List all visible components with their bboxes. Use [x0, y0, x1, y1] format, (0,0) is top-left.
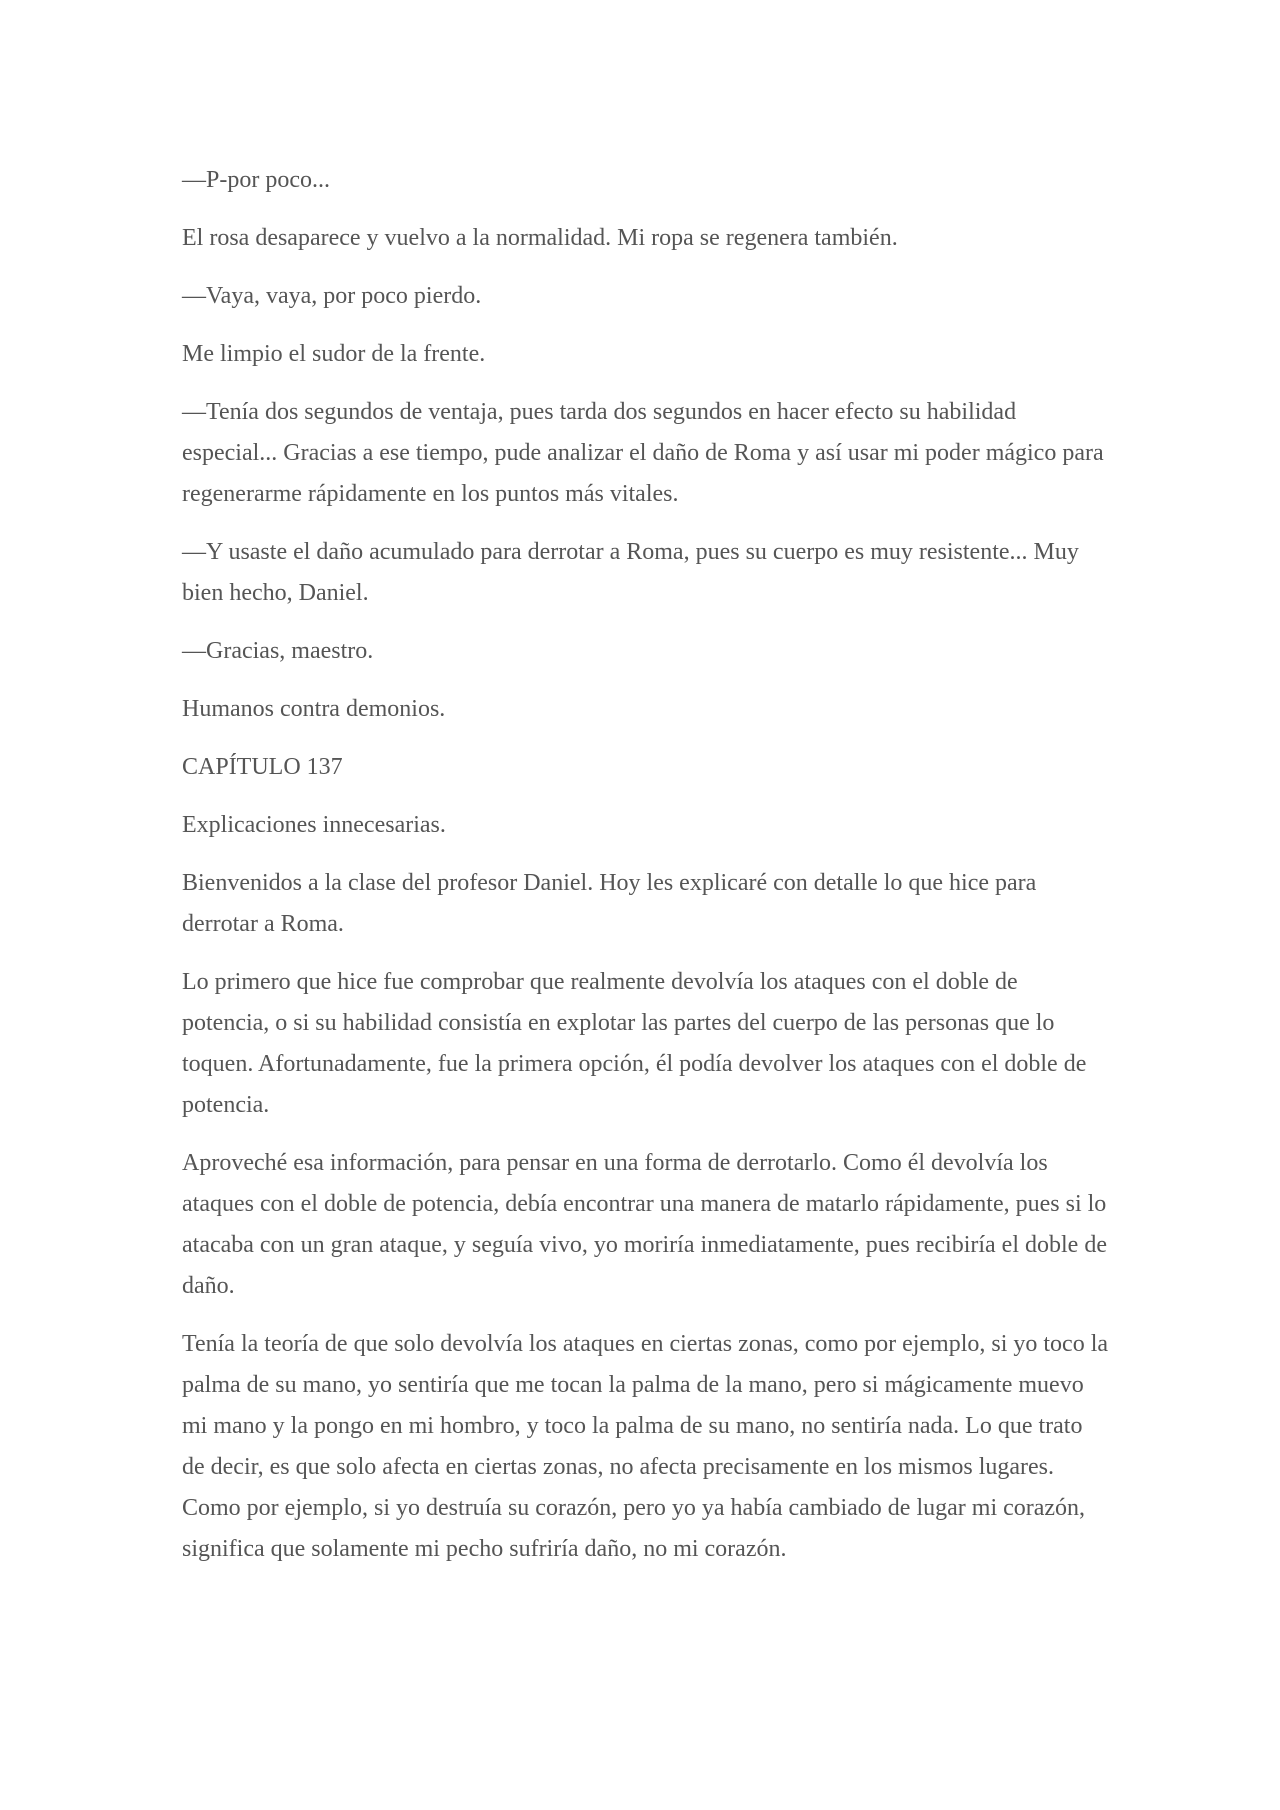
- paragraph-dialogue: —P-por poco...: [182, 167, 330, 193]
- chapter-subtitle: Explicaciones innecesarias.: [182, 812, 446, 838]
- paragraph-dialogue: —Y usaste el daño acumulado para derrotar a Roma, pues su cuerpo es muy resistente... Muy bien hecho, Daniel.: [182, 539, 1079, 606]
- paragraph: Lo primero que hice fue comprobar que realmente devolvía los ataques con el doble de potencia, o si su habilidad consistía en explotar las partes del cuerpo de las personas que lo toquen. Afortunadamente, fue la primera opción, él podía devolver los ataques con el doble de potencia.: [182, 969, 1087, 1118]
- paragraph-dialogue: —Vaya, vaya, por poco pierdo.: [182, 283, 482, 309]
- document-body: [182, 160, 1110, 1587]
- paragraph: Humanos contra demonios.: [182, 696, 446, 722]
- paragraph: El rosa desaparece y vuelvo a la normalidad. Mi ropa se regenera también.: [182, 225, 898, 251]
- paragraph-dialogue: —Tenía dos segundos de ventaja, pues tarda dos segundos en hacer efecto su habilidad especial... Gracias a ese tiempo, pude analizar el daño de Roma y así usar mi poder mágico para regenerarme rápidamente en los puntos más vitales.: [182, 399, 1104, 507]
- chapter-heading: CAPÍTULO 137: [182, 754, 343, 780]
- paragraph: Bienvenidos a la clase del profesor Daniel. Hoy les explicaré con detalle lo que hice para derrotar a Roma.: [182, 870, 1037, 937]
- paragraph: Me limpio el sudor de la frente.: [182, 341, 486, 367]
- paragraph: Aproveché esa información, para pensar en una forma de derrotarlo. Como él devolvía los ataques con el doble de potencia, debía encontrar una manera de matarlo rápidamente, pues si lo atacaba con un gran ataque, y seguía vivo, yo moriría inmediatamente, pues recibiría el doble de daño.: [182, 1150, 1107, 1299]
- paragraph-dialogue: —Gracias, maestro.: [182, 638, 374, 664]
- paragraph: Tenía la teoría de que solo devolvía los ataques en ciertas zonas, como por ejemplo, si yo toco la palma de su mano, yo sentiría que me tocan la palma de la mano, pero si mágicamente muevo mi mano y la pongo en mi hombro, y toco la palma de su mano, no sentiría nada. Lo que trato de decir, es que solo afecta en ciertas zonas, no afecta precisamente en los mismos lugares. Como por ejemplo, si yo destruía su corazón, pero yo ya había cambiado de lugar mi corazón, significa que solamente mi pecho sufriría daño, no mi corazón.: [182, 1331, 1109, 1562]
